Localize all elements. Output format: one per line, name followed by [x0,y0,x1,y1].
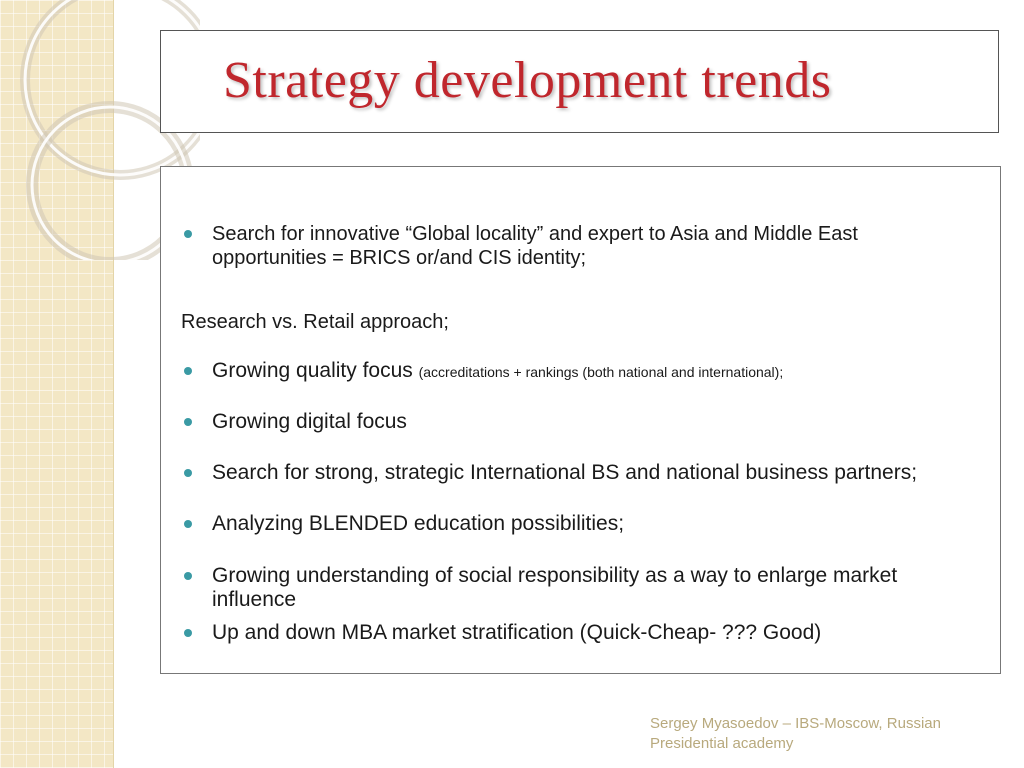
list-item-text: Growing quality focus [212,359,413,382]
list-item-line: Growing understanding of social responsibility as a way to enlarge market [212,564,898,587]
slide-title: Strategy development trends [223,52,832,109]
list-item-note: (accreditations + rankings (both national and international); [418,364,784,380]
decorative-side-strip [0,0,114,768]
bullet-dot-icon [184,367,192,375]
list-item-quality-focus [212,359,783,384]
bullet-dot-icon [184,520,192,528]
bullet-dot-icon [184,469,192,477]
footer-line: Presidential academy [650,735,794,752]
bullet-dot-icon [184,418,192,426]
slide-footer [650,714,970,754]
plain-item-research-retail: Research vs. Retail approach; [181,311,449,333]
list-item-line: opportunities = BRICS or/and CIS identity; [212,247,587,269]
bullet-dot-icon [184,230,192,238]
list-item-line: Search for innovative “Global locality” and expert to Asia and Middle East [212,223,858,245]
content-box [160,166,1001,674]
title-box [160,30,999,133]
footer-line: Sergey Myasoedov – IBS-Moscow, Russian [650,715,941,732]
list-item-global-locality [212,222,858,270]
list-item-blended-education: Analyzing BLENDED education possibilities; [212,512,625,535]
list-item-line: influence [212,588,297,611]
list-item-digital-focus: Growing digital focus [212,410,407,433]
list-item-partners: Search for strong, strategic International BS and national business partners; [212,461,918,484]
list-item-social-responsibility [212,564,897,612]
bullet-dot-icon [184,629,192,637]
bullet-dot-icon [184,572,192,580]
list-item-mba-stratification: Up and down MBA market stratification (Quick-Cheap- ??? Good) [212,621,822,644]
